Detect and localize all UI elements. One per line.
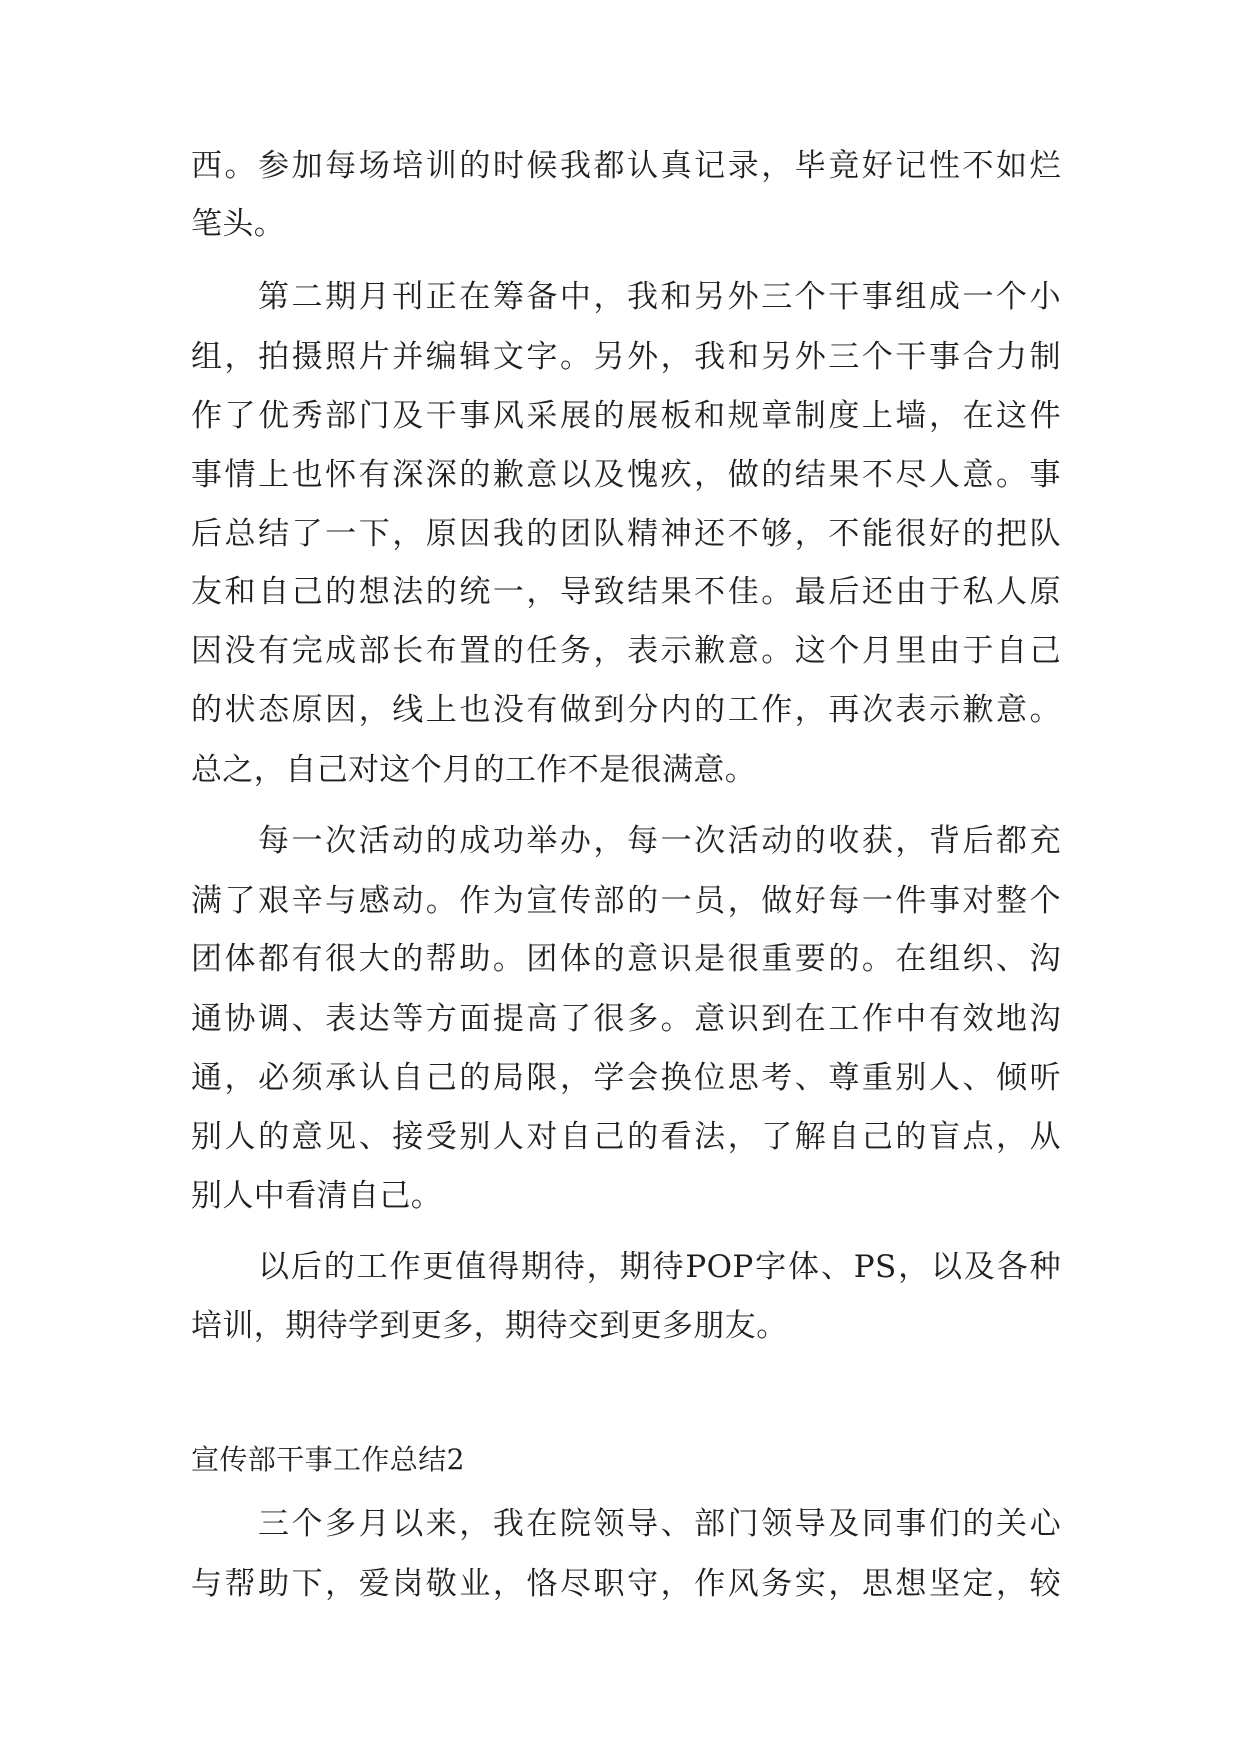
text-line: 团体都有很大的帮助。团体的意识是很重要的。在组织、沟 (191, 941, 1061, 977)
text-line: 通，必须承认自己的局限，学会换位思考、尊重别人、倾听 (191, 1060, 1061, 1096)
text-line: 因没有完成部长布置的任务，表示歉意。这个月里由于自己 (191, 633, 1061, 669)
text-line: 笔头。 (191, 206, 286, 242)
text-line: 别人中看清自己。 (191, 1178, 443, 1214)
text-line: 与帮助下，爱岗敬业，恪尽职守，作风务实，思想坚定，较 (191, 1566, 1061, 1602)
text-line: 满了艰辛与感动。作为宣传部的一员，做好每一件事对整个 (191, 883, 1061, 919)
text-line: 通协调、表达等方面提高了很多。意识到在工作中有效地沟 (191, 1001, 1061, 1037)
text-line: 西。参加每场培训的时候我都认真记录，毕竟好记性不如烂 (191, 148, 1061, 184)
text-line: 培训，期待学到更多，期待交到更多朋友。 (191, 1308, 788, 1344)
text-line: 友和自己的想法的统一，导致结果不佳。最后还由于私人原 (191, 574, 1061, 610)
text-line: 的状态原因，线上也没有做到分内的工作，再次表示歉意。 (191, 692, 1061, 728)
text-line: 组，拍摄照片并编辑文字。另外，我和另外三个干事合力制 (191, 339, 1061, 375)
text-line: 别人的意见、接受别人对自己的看法，了解自己的盲点，从 (191, 1119, 1061, 1155)
text-line: 三个多月以来，我在院领导、部门领导及同事们的关心 (258, 1506, 1061, 1542)
text-line: 后总结了一下，原因我的团队精神还不够，不能很好的把队 (191, 516, 1061, 552)
text-line: 作了优秀部门及干事风采展的展板和规章制度上墙，在这件 (191, 398, 1061, 434)
text-line: 事情上也怀有深深的歉意以及愧疚，做的结果不尽人意。事 (191, 457, 1061, 493)
text-line: 每一次活动的成功举办，每一次活动的收获，背后都充 (258, 823, 1061, 859)
text-line: 第二期月刊正在筹备中，我和另外三个干事组成一个小 (258, 279, 1061, 315)
text-line: 以后的工作更值得期待，期待POP字体、PS，以及各种 (258, 1249, 1061, 1285)
section-heading: 宣传部干事工作总结2 (191, 1443, 465, 1476)
text-line: 总之，自己对这个月的工作不是很满意。 (191, 752, 757, 788)
